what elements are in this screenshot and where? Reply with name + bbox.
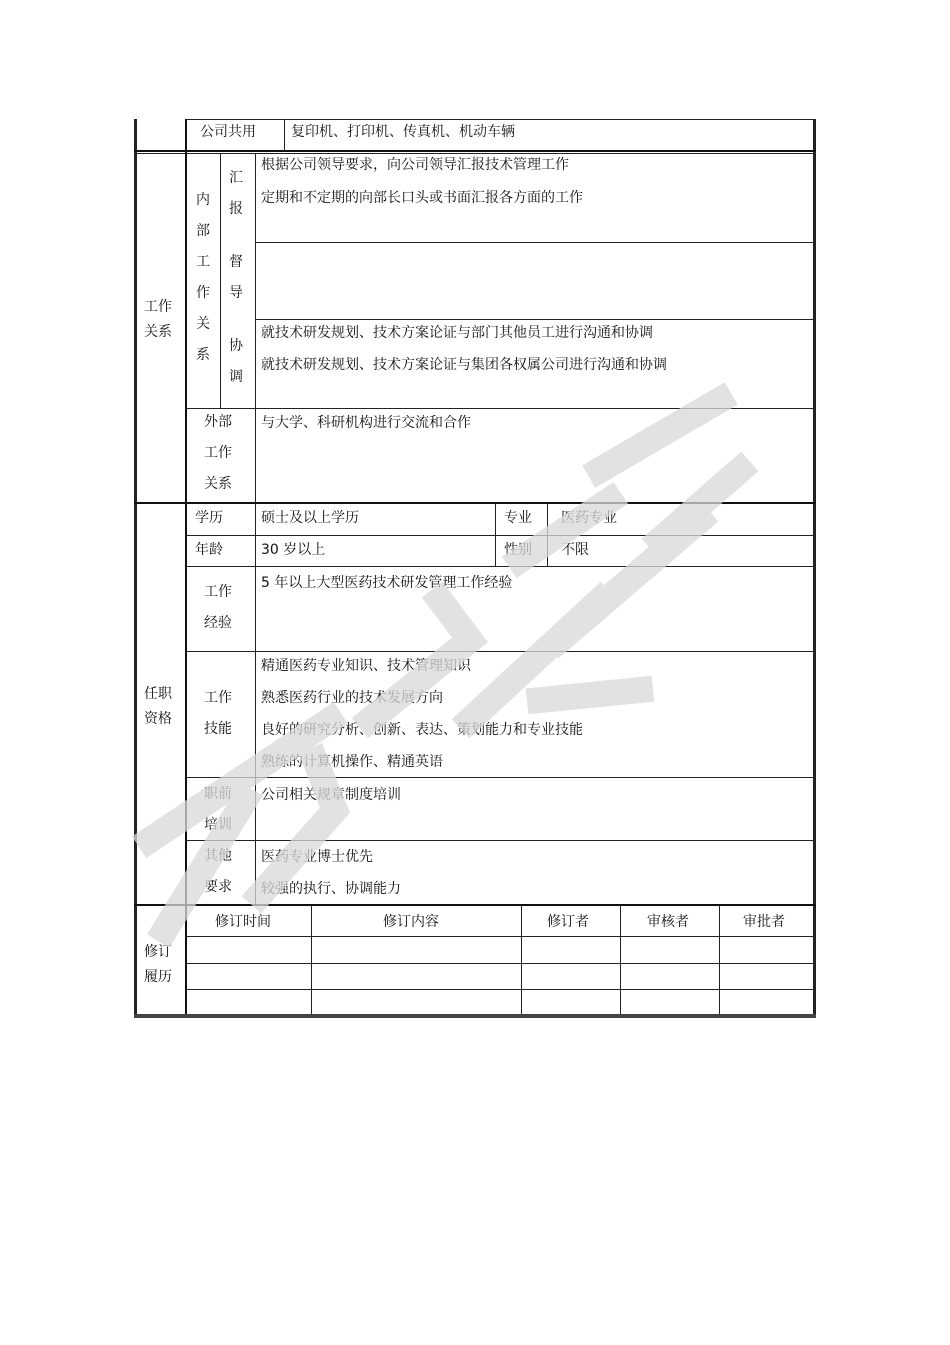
other-line-2: 较强的执行、协调能力 xyxy=(261,881,401,897)
external-relations-label: 外部 工作 关系 xyxy=(204,414,232,492)
experience-label: 工作 经验 xyxy=(204,584,232,631)
other-label: 其他 要求 xyxy=(204,848,232,895)
line-qual-label-col xyxy=(255,504,256,904)
gender-label: 性别 xyxy=(504,542,532,558)
coordinate-line-2: 就技术研发规划、技术方案论证与集团各权属公司进行沟通和协调 xyxy=(261,357,667,373)
line-experience-bottom xyxy=(186,651,813,652)
report-line-2: 定期和不定期的向部长口头或书面汇报各方面的工作 xyxy=(261,190,583,206)
education-value: 硕士及以上学历 xyxy=(261,510,359,526)
line-education-bottom xyxy=(186,535,813,536)
experience-value: 5 年以上大型医药技术研发管理工作经验 xyxy=(261,575,513,591)
line-section-col xyxy=(185,119,187,1014)
revision-header-time: 修订时间 xyxy=(215,914,271,930)
relations-section-label: 工作 关系 xyxy=(144,299,172,340)
revision-header-auditor: 审核者 xyxy=(647,914,689,930)
revision-section-label: 修订 履历 xyxy=(144,944,172,985)
coordinate-label: 协 调 xyxy=(229,338,243,385)
line-rev-col2 xyxy=(521,906,522,1014)
gender-value: 不限 xyxy=(561,542,589,558)
internal-relations-label: 内 部 工 作 关 系 xyxy=(196,192,210,363)
major-value: 医药专业 xyxy=(561,510,617,526)
table-border-bottom xyxy=(134,1014,816,1018)
report-label: 汇 报 xyxy=(229,170,243,217)
line-report-bottom xyxy=(255,242,813,243)
shared-label: 公司共用 xyxy=(200,124,256,140)
line-top xyxy=(186,119,813,120)
line-qualifications-bottom xyxy=(134,904,816,906)
line-relations-bottom xyxy=(134,502,816,504)
line-internal-bottom xyxy=(186,408,813,409)
line-age-bottom xyxy=(186,566,813,567)
supervise-label: 督 导 xyxy=(229,254,243,301)
line-supervise-bottom xyxy=(255,319,813,320)
qualifications-section-label: 任职 资格 xyxy=(144,686,172,727)
major-label: 专业 xyxy=(504,510,532,526)
skills-line-2: 熟悉医药行业的技术发展方向 xyxy=(261,690,443,706)
revision-header-reviser: 修订者 xyxy=(547,914,589,930)
line-internal-col xyxy=(220,153,221,408)
line-training-bottom xyxy=(186,840,813,841)
external-relations-value: 与大学、科研机构进行交流和合作 xyxy=(261,415,471,431)
revision-header-approver: 审批者 xyxy=(743,914,785,930)
age-value: 30 岁以上 xyxy=(261,542,326,558)
line-relations-top xyxy=(134,153,816,154)
skills-line-1: 精通医药专业知识、技术管理知识 xyxy=(261,658,471,674)
line-shared-col xyxy=(284,119,285,150)
skills-line-3: 良好的研究分析、创新、表达、策划能力和专业技能 xyxy=(261,722,583,738)
coordinate-line-1: 就技术研发规划、技术方案论证与部门其他员工进行沟通和协调 xyxy=(261,325,653,341)
line-rev-col4 xyxy=(719,906,720,1014)
line-skills-bottom xyxy=(186,777,813,778)
table-border-right xyxy=(813,119,816,1018)
report-line-1: 根据公司领导要求，向公司领导汇报技术管理工作 xyxy=(261,157,569,173)
other-line-1: 医药专业博士优先 xyxy=(261,849,373,865)
revision-header-content: 修订内容 xyxy=(383,914,439,930)
line-mid-col1 xyxy=(495,504,496,566)
age-label: 年龄 xyxy=(195,542,223,558)
training-label: 职前 培训 xyxy=(204,786,232,833)
shared-value: 复印机、打印机、传真机、机动车辆 xyxy=(291,124,515,140)
training-value: 公司相关规章制度培训 xyxy=(261,787,401,803)
line-rev-col1 xyxy=(311,906,312,1014)
table-border-left xyxy=(134,119,137,1018)
education-label: 学历 xyxy=(195,510,223,526)
line-mid-col2 xyxy=(547,504,548,566)
line-shared-bottom xyxy=(134,150,816,152)
line-label-col xyxy=(255,153,256,502)
line-rev-col3 xyxy=(620,906,621,1014)
skills-label: 工作 技能 xyxy=(204,690,232,737)
skills-line-4: 熟练的计算机操作、精通英语 xyxy=(261,754,443,770)
